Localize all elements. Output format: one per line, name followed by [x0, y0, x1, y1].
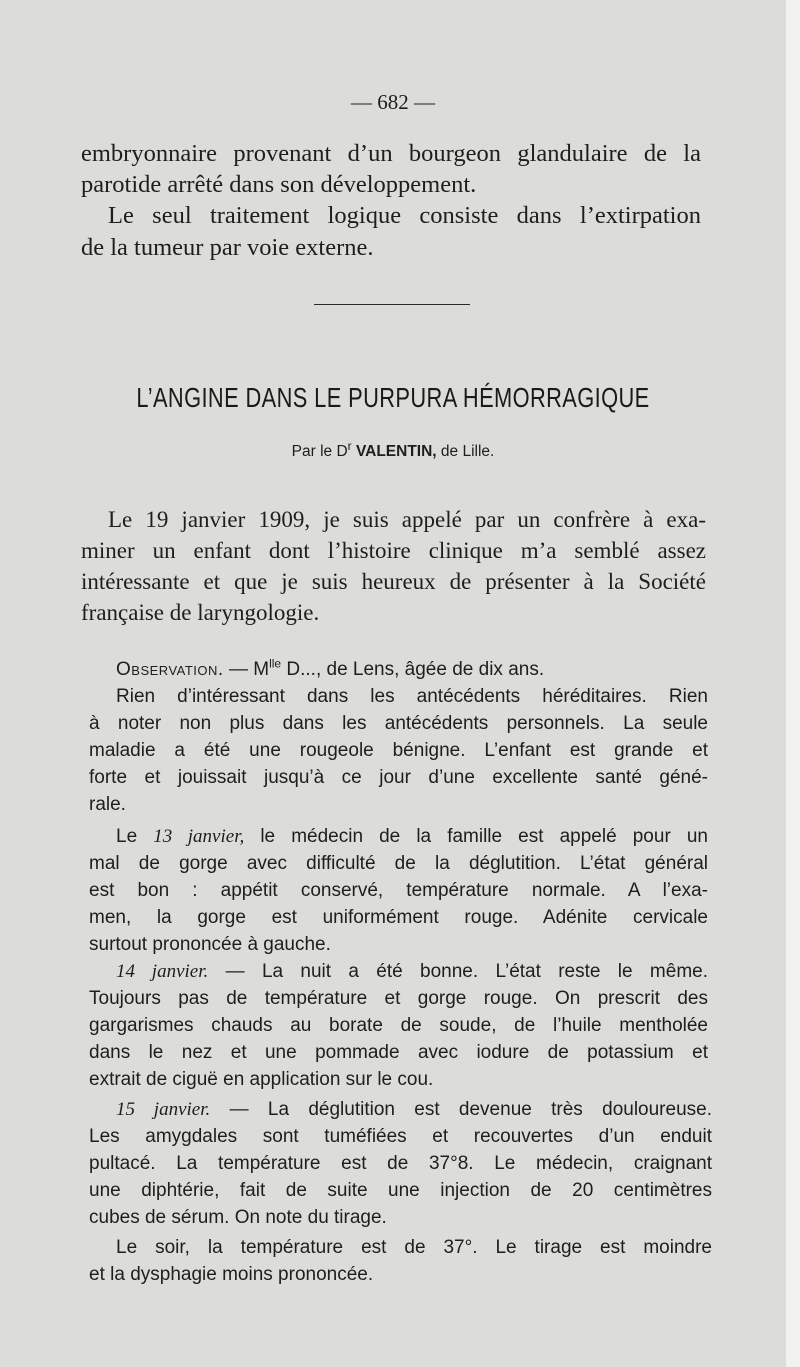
entry-13-line: est bon : appétit conservé, température normale. A l’exa- [89, 880, 708, 901]
entry-15-line: pultacé. La température est de 37°8. Le médecin, craignant [89, 1153, 712, 1174]
history-line: Rien d’intéressant dans les antécédents héréditaires. Rien [116, 686, 708, 707]
entry-14-line: Toujours pas de température et gorge rouge. On prescrit des [89, 988, 708, 1009]
article-byline [0, 438, 786, 461]
entry-13-date: 13 janvier, [153, 826, 245, 847]
evening-line: Le soir, la température est de 37°. Le tirage est moindre [116, 1237, 712, 1258]
history-line: rale. [89, 794, 126, 815]
history-line: forte et jouissait jusqu’à ce jour d’une excellente santé géné- [89, 767, 708, 788]
intro-line: parotide arrêté dans son développement. [81, 171, 477, 198]
entry-14-first-line [116, 958, 708, 985]
entry-15-line: une diphtérie, fait de suite une injection de 20 centimètres [89, 1180, 712, 1201]
article-title: L’ANGINE DANS LE PURPURA HÉMORRAGIQUE [136, 382, 650, 413]
observation-dash: — M [223, 659, 270, 680]
entry-15-text: — La déglutition est devenue très douloureuse. [210, 1099, 712, 1120]
byline-dr-sup: r [347, 438, 352, 453]
history-line: à noter non plus dans les antécédents personnels. La seule [89, 713, 708, 734]
observation-heading [116, 656, 544, 683]
byline-suffix: de Lille. [436, 443, 495, 460]
entry-13-line: men, la gorge est uniformément rouge. Adénite cervicale [89, 907, 708, 928]
entry-13-text: le médecin de la famille est appelé pour un [244, 826, 708, 847]
entry-15-date: 15 janvier. [116, 1099, 211, 1120]
observation-patient: D..., de Lens, âgée de dix ans. [281, 659, 545, 680]
observation-label: Observation. [116, 659, 224, 680]
opening-line: miner un enfant dont l’histoire clinique m’a semblé assez [81, 538, 706, 563]
opening-line: Le 19 janvier 1909, je suis appelé par un confrère à exa- [108, 507, 706, 532]
entry-14-line: dans le nez et une pommade avec iodure de potassium et [89, 1042, 708, 1063]
intro-line: de la tumeur par voie externe. [81, 234, 374, 261]
intro-line: embryonnaire provenant d’un bourgeon glandulaire de la [81, 140, 701, 167]
opening-line: intéressante et que je suis heureux de présenter à la Société [81, 569, 706, 594]
entry-14-line: gargarismes chauds au borate de soude, de l’huile mentholée [89, 1015, 708, 1036]
section-divider [314, 304, 470, 305]
page-number: — 682 — [351, 90, 435, 114]
entry-13-first-line [116, 823, 708, 850]
entry-13-prefix: Le [116, 826, 154, 847]
entry-15-first-line [116, 1096, 712, 1123]
entry-13-line: mal de gorge avec difficulté de la déglutition. L’état général [89, 853, 708, 874]
entry-15-line: Les amygdales sont tuméfiées et recouvertes d’un enduit [89, 1126, 712, 1147]
mlle-sup: lle [269, 656, 282, 671]
opening-line: française de laryngologie. [81, 600, 320, 625]
evening-line: et la dysphagie moins prononcée. [89, 1264, 374, 1285]
entry-14-line: extrait de ciguë en application sur le cou. [89, 1069, 434, 1090]
entry-15-line: cubes de sérum. On note du tirage. [89, 1207, 387, 1228]
entry-13-line: surtout prononcée à gauche. [89, 934, 331, 955]
byline-author: VALENTIN, [355, 443, 437, 460]
byline-prefix: Par le D [291, 443, 348, 460]
intro-line: Le seul traitement logique consiste dans l’extirpation [108, 202, 701, 229]
entry-14-text: — La nuit a été bonne. L’état reste le même. [208, 961, 708, 982]
page-edge [786, 0, 800, 1367]
entry-14-date: 14 janvier. [116, 961, 209, 982]
history-line: maladie a été une rougeole bénigne. L’enfant est grande et [89, 740, 708, 761]
